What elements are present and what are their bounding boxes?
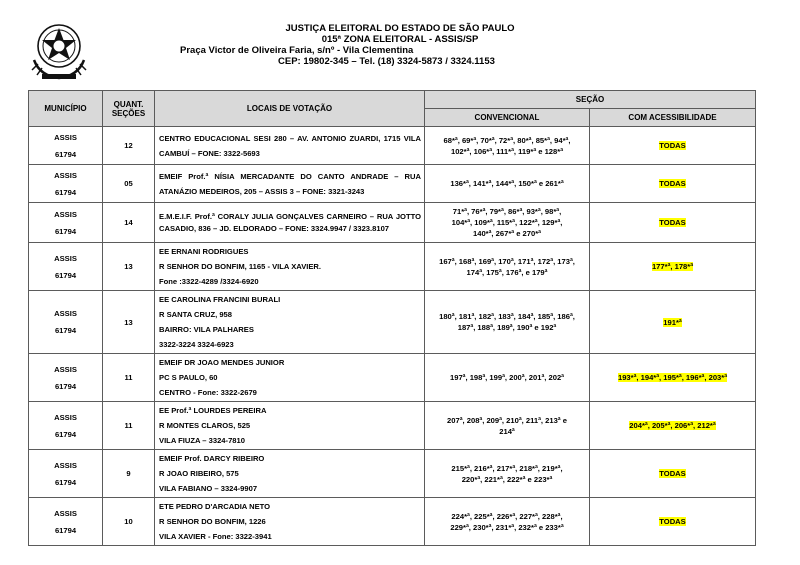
city-name: ASSIS: [54, 364, 77, 374]
quant-cell: 11: [103, 354, 155, 402]
location-cell: [155, 203, 425, 243]
city-code: 61794: [54, 381, 77, 391]
location-line: VILA FIUZA – 3324-7810: [159, 436, 245, 445]
acessibilidade-cell: [590, 243, 756, 291]
location-line: R SENHOR DO BONFIM, 1226: [159, 517, 266, 526]
header-line-4: CEP: 19802-345 – Tel. (18) 3324-5873 / 3324.1153: [278, 56, 495, 67]
location-cell: [155, 402, 425, 450]
acessibilidade-cell: [590, 354, 756, 402]
acessibilidade-cell: [590, 203, 756, 243]
location-line: ETE PEDRO D'ARCADIA NETO: [159, 502, 271, 511]
location-line: R JOAO RIBEIRO, 575: [159, 469, 239, 478]
voting-locations-table: [28, 90, 756, 546]
city-name: ASSIS: [54, 170, 77, 180]
location-line: EMEIF DR JOAO MENDES JUNIOR: [159, 358, 285, 367]
quant-cell: 14: [103, 203, 155, 243]
header-convencional: CONVENCIONAL: [425, 109, 590, 127]
acessibilidade-value: 193*ª, 194*ª, 195*ª, 196*ª, 203*ª: [617, 373, 728, 382]
acessibilidade-value: TODAS: [659, 179, 686, 188]
conv-line: 102*ª, 106*ª, 111*ª, 119*ª e 128*ª: [450, 146, 564, 156]
acessibilidade-cell: [590, 127, 756, 165]
conv-line: 136*ª, 141*ª, 144*ª, 150*ª e 261*ª: [450, 179, 564, 188]
location-line: PC S PAULO, 60: [159, 373, 218, 382]
location-line: CENTRO - Fone: 3322-2679: [159, 388, 257, 397]
location-line: EE Prof.ª LOURDES PEREIRA: [159, 406, 267, 415]
location-cell: [155, 127, 425, 165]
location-line: EE CAROLINA FRANCINI BURALI: [159, 295, 281, 304]
location-line: CENTRO EDUCACIONAL SESI 280 – AV. ANTONIO ZUARDI, 1715 VILA CAMBUÍ – FONE: 3322-5693: [159, 133, 421, 158]
table-row: [29, 127, 756, 165]
header-municipio: MUNICÍPIO: [29, 91, 103, 127]
city-name: ASSIS: [54, 309, 77, 318]
conv-line: 207ª, 208ª, 209ª, 210ª, 211ª, 213ª e: [447, 415, 567, 425]
location-line: BAIRRO: VILA PALHARES: [159, 325, 254, 334]
acessibilidade-value: TODAS: [659, 517, 686, 526]
conv-line: 104*ª, 109*ª, 115*ª, 122*ª, 129*ª,: [451, 218, 563, 227]
convencional-cell: [425, 203, 590, 243]
header-quant-line1: QUANT.: [113, 99, 144, 109]
conv-line: 229*ª, 230*ª, 231*ª, 232*ª e 233*ª: [450, 522, 564, 532]
city-code: 61794: [54, 149, 77, 159]
location-line: EMEIF Prof. DARCY RIBEIRO: [159, 454, 265, 463]
location-line: VILA FABIANO – 3324-9907: [159, 484, 258, 493]
municipio-cell: [29, 243, 103, 291]
conv-line: 187ª, 188ª, 189ª, 190ª e 192ª: [457, 323, 557, 332]
table-row: [29, 354, 756, 402]
conv-line: 224*ª, 225*ª, 226*ª, 227*ª, 228*ª,: [451, 511, 563, 521]
table-row: [29, 450, 756, 498]
convencional-cell: [425, 165, 590, 203]
conv-line: 180ª, 181ª, 182ª, 183ª, 184ª, 185ª, 186ª,: [439, 312, 575, 321]
acessibilidade-cell: [590, 291, 756, 354]
convencional-cell: [425, 498, 590, 546]
table-row: [29, 291, 756, 354]
city-name: ASSIS: [54, 253, 77, 263]
city-code: 61794: [54, 326, 77, 335]
acessibilidade-value: TODAS: [659, 469, 686, 478]
city-name: ASSIS: [54, 209, 77, 219]
quant-cell: 05: [103, 165, 155, 203]
quant-cell: 12: [103, 127, 155, 165]
convencional-cell: [425, 127, 590, 165]
table-row: [29, 203, 756, 243]
quant-cell: 10: [103, 498, 155, 546]
city-code: 61794: [54, 187, 77, 197]
location-line: VILA XAVIER - Fone: 3322-3941: [159, 532, 272, 541]
quant-cell: 9: [103, 450, 155, 498]
acessibilidade-value: 204*ª, 205*ª, 206*ª, 212*ª: [629, 421, 716, 430]
location-line: Fone :3322-4289 /3324-6920: [159, 277, 259, 286]
location-cell: [155, 498, 425, 546]
convencional-cell: [425, 402, 590, 450]
location-cell: [155, 243, 425, 291]
acessibilidade-cell: [590, 402, 756, 450]
header-acessibilidade: COM ACESSIBILIDADE: [590, 109, 756, 127]
location-cell: [155, 291, 425, 354]
table-row: [29, 243, 756, 291]
city-code: 61794: [54, 226, 77, 236]
acessibilidade-cell: [590, 498, 756, 546]
acessibilidade-cell: [590, 450, 756, 498]
city-code: 61794: [54, 270, 77, 280]
location-line: R SANTA CRUZ, 958: [159, 310, 232, 319]
municipio-cell: [29, 203, 103, 243]
municipio-cell: [29, 498, 103, 546]
convencional-cell: [425, 243, 590, 291]
header-locais: LOCAIS DE VOTAÇÃO: [155, 91, 425, 127]
convencional-cell: [425, 450, 590, 498]
conv-line: 214ª: [499, 426, 515, 436]
city-name: ASSIS: [54, 412, 77, 422]
municipio-cell: [29, 354, 103, 402]
conv-line: 215*ª, 216*ª, 217*ª, 218*ª, 219*ª,: [451, 463, 563, 473]
conv-line: 68*ª, 69*ª, 70*ª, 72*ª, 80*ª, 85*ª, 94*ª,: [443, 135, 571, 145]
location-cell: [155, 165, 425, 203]
header-quant-line2: SEÇÕES: [111, 108, 146, 118]
city-code: 61794: [54, 477, 77, 487]
city-name: ASSIS: [54, 508, 77, 518]
quant-cell: 11: [103, 402, 155, 450]
table-row: [29, 498, 756, 546]
acessibilidade-cell: [590, 165, 756, 203]
conv-line: 71*ª, 76*ª, 79*ª, 86*ª, 93*ª, 98*ª,: [452, 207, 562, 216]
location-cell: [155, 450, 425, 498]
brasao-emblem-icon: [28, 20, 90, 82]
location-line: R SENHOR DO BONFIM, 1165 - VILA XAVIER.: [159, 262, 322, 271]
municipio-cell: [29, 127, 103, 165]
location-line: EE ERNANI RODRIGUES: [159, 247, 249, 256]
conv-line: 220*ª, 221*ª, 222*ª e 223*ª: [461, 474, 553, 484]
table-row: [29, 165, 756, 203]
city-name: ASSIS: [54, 132, 77, 142]
municipio-cell: [29, 402, 103, 450]
conv-line: 197ª, 198ª, 199ª, 200ª, 201ª, 202ª: [450, 373, 564, 382]
table-row: [29, 402, 756, 450]
conv-line: 174ª, 175ª, 176ª, e 179ª: [466, 267, 548, 277]
header-line-3: Praça Victor de Oliveira Faria, s/nº - Vila Clementina: [180, 45, 414, 56]
location-line: E.M.E.I.F. Prof.ª CORALY JULIA GONÇALVES CARNEIRO – RUA JOTTO CASADIO, 836 – JD. ELDORADO – FONE: 3324.9947 / 3323.8107: [159, 211, 421, 233]
conv-line: 140*ª, 267*ª e 270*ª: [473, 229, 541, 238]
municipio-cell: [29, 291, 103, 354]
header-line-2: 015ª ZONA ELEITORAL - ASSIS/SP: [321, 34, 479, 45]
quant-cell: 13: [103, 291, 155, 354]
acessibilidade-value: 177*ª, 178*ª: [651, 262, 694, 271]
city-code: 61794: [54, 525, 77, 535]
convencional-cell: [425, 354, 590, 402]
location-line: R MONTES CLAROS, 525: [159, 421, 251, 430]
header-secao: SEÇÃO: [425, 91, 756, 109]
acessibilidade-value: TODAS: [659, 141, 686, 150]
acessibilidade-value: TODAS: [659, 218, 686, 227]
acessibilidade-value: 191*ª: [663, 317, 682, 327]
city-name: ASSIS: [54, 460, 77, 470]
quant-cell: 13: [103, 243, 155, 291]
conv-line: 167ª, 168ª, 169ª, 170ª, 171ª, 172ª, 173ª,: [439, 256, 575, 266]
header-quant-secoes: [103, 91, 155, 127]
header-line-1: JUSTIÇA ELEITORAL DO ESTADO DE SÃO PAULO: [285, 23, 515, 34]
location-line: 3322-3224 3324-6923: [159, 340, 234, 349]
convencional-cell: [425, 291, 590, 354]
location-cell: [155, 354, 425, 402]
location-line: EMEIF Prof.ª NÍSIA MERCADANTE DO CANTO ANDRADE – RUA ATANÁZIO MEDEIROS, 205 – ASSIS 3 – FONE: 3321-3243: [159, 171, 421, 196]
municipio-cell: [29, 165, 103, 203]
municipio-cell: [29, 450, 103, 498]
city-code: 61794: [54, 429, 77, 439]
